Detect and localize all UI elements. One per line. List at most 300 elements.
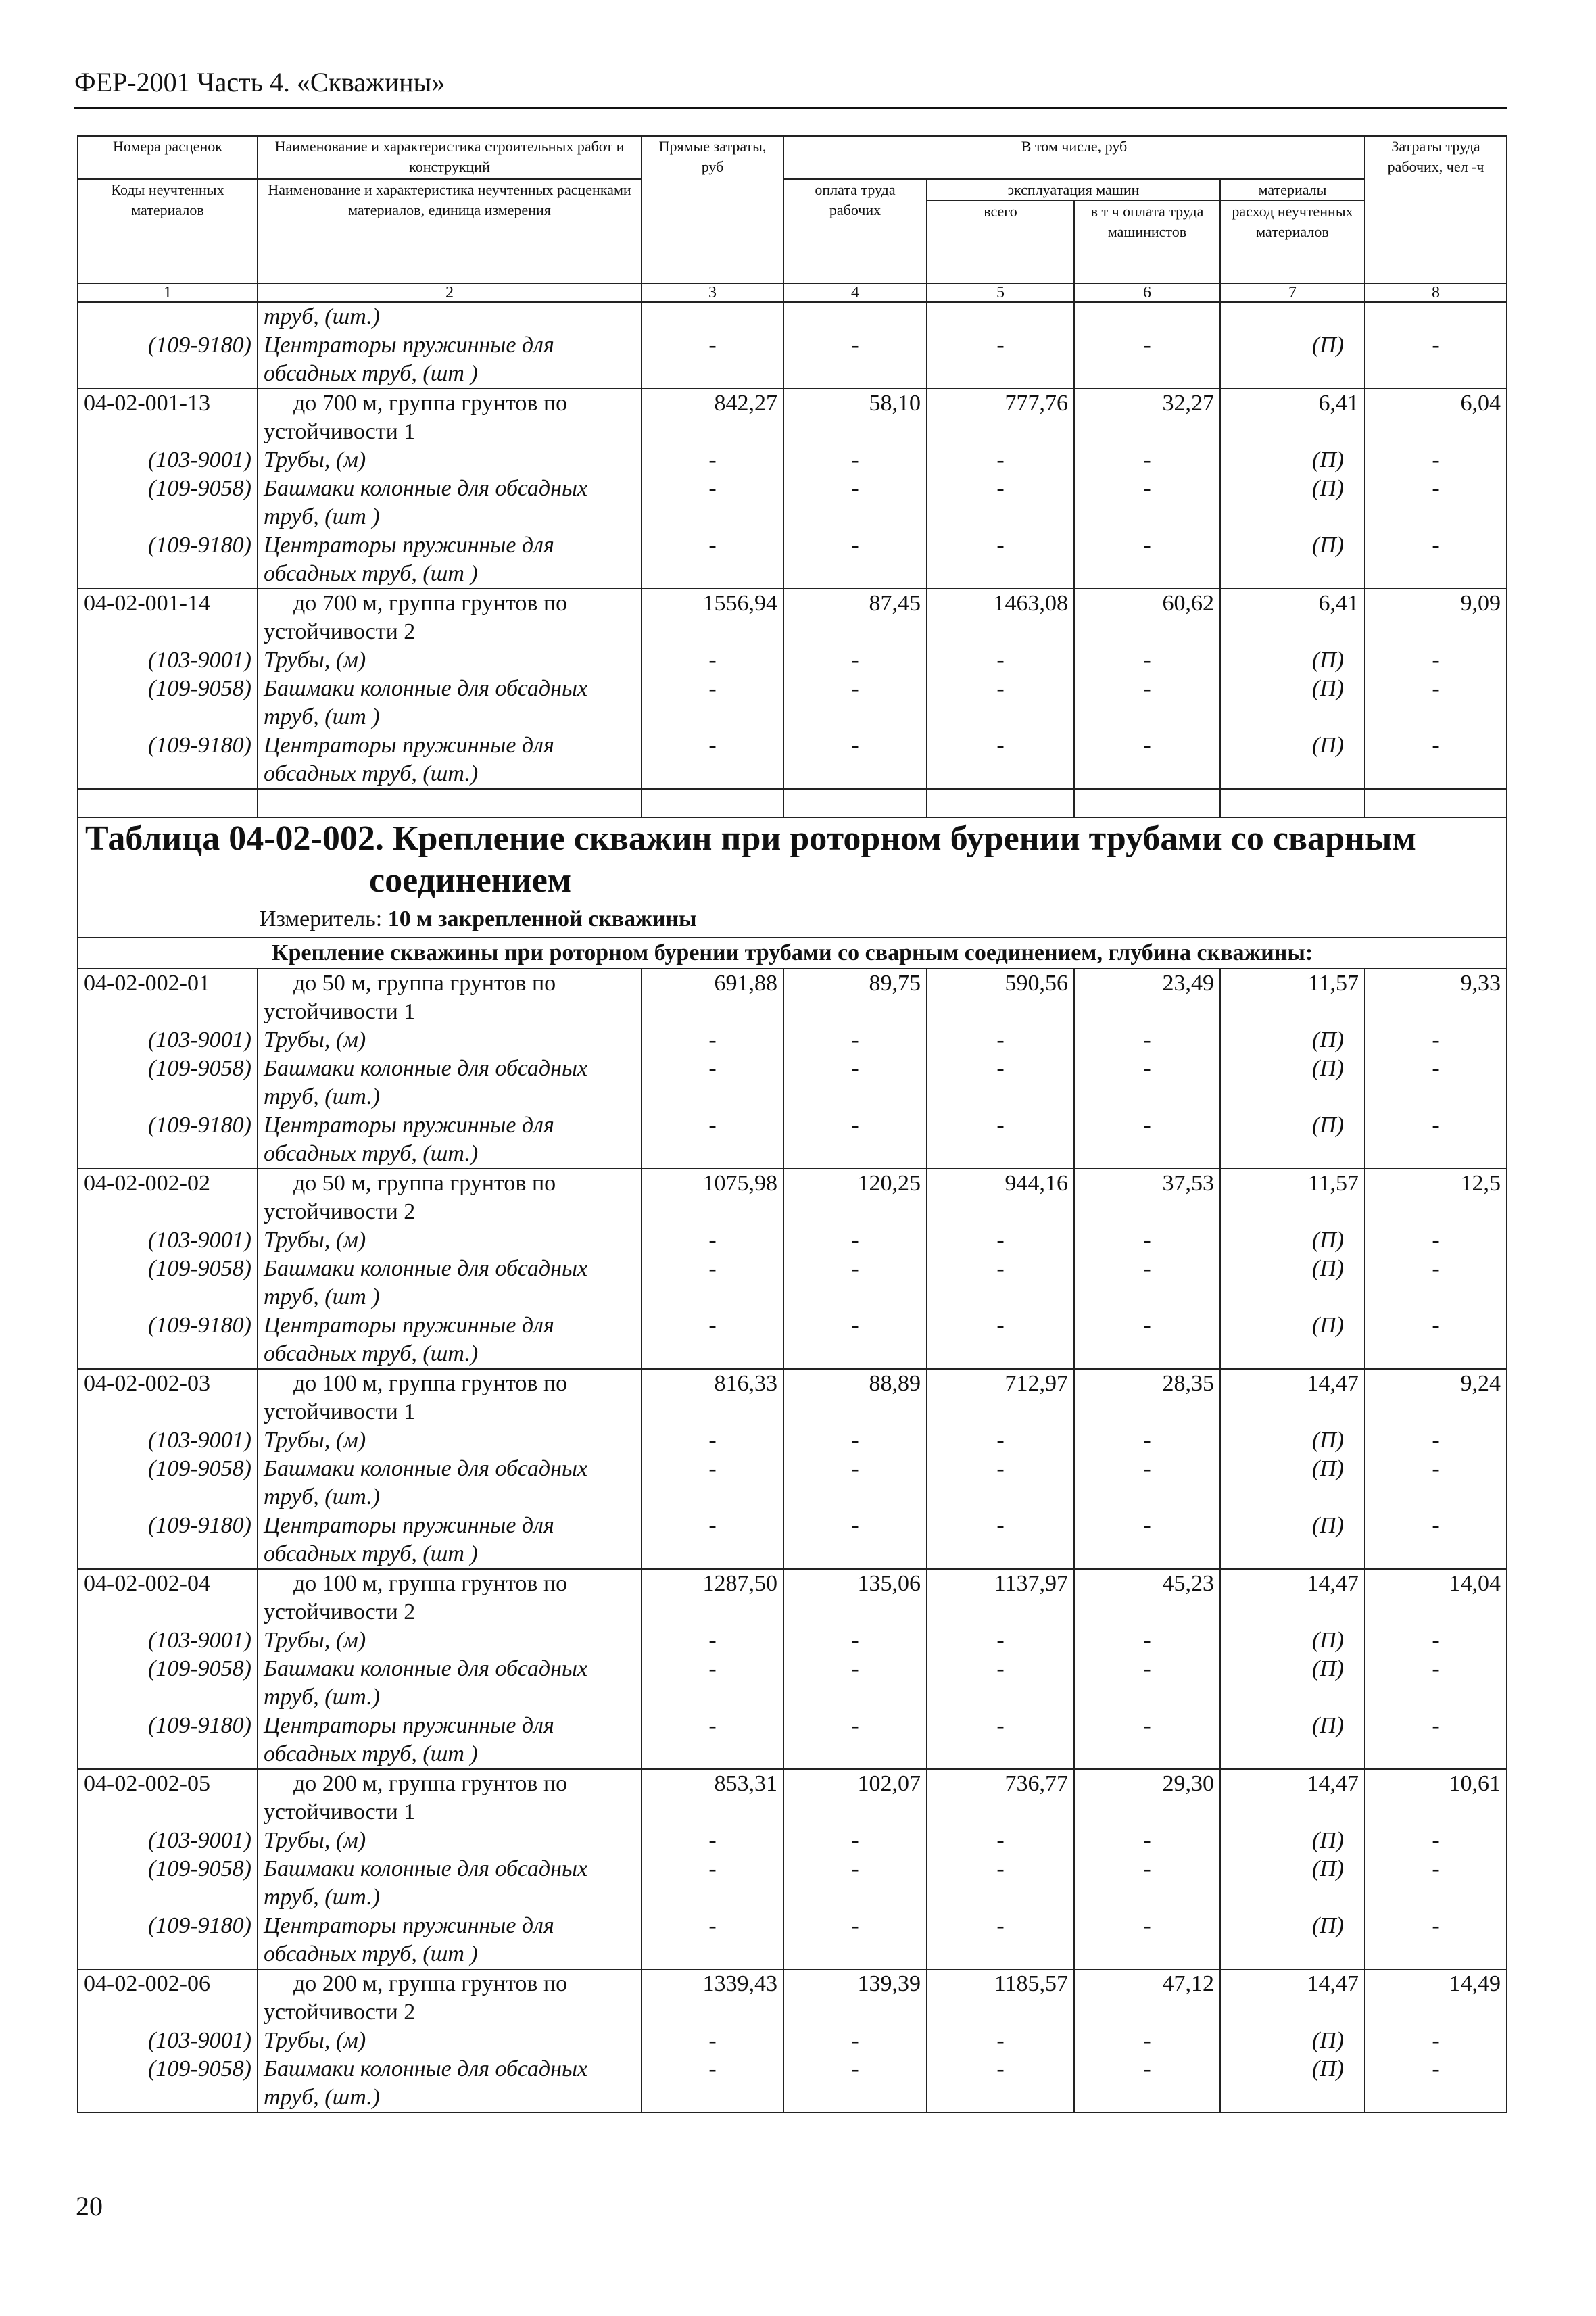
- work-name: устойчивости 1: [258, 418, 642, 446]
- labor-hours: -: [1365, 675, 1507, 703]
- material-code: (103-9001): [78, 1226, 258, 1255]
- direct-costs: [642, 418, 783, 446]
- work-name: до 200 м, группа грунтов по: [258, 1969, 642, 1998]
- direct-costs: [642, 1483, 783, 1512]
- material-usage: [1220, 1998, 1365, 2027]
- work-name: устойчивости 2: [258, 1998, 642, 2027]
- table-row: [78, 646, 1507, 675]
- labor-hours: -: [1365, 1827, 1507, 1855]
- labor-pay: -: [783, 1055, 927, 1083]
- labor-pay: -: [783, 2055, 927, 2083]
- direct-costs: -: [642, 446, 783, 475]
- rate-code: 04-02-001-13: [78, 389, 258, 418]
- col-num: 1: [78, 283, 258, 302]
- table-row: [78, 703, 1507, 731]
- rate-row: [78, 969, 1507, 998]
- labor-pay: [783, 1540, 927, 1569]
- operator-pay: -: [1074, 1426, 1220, 1455]
- machines-total: -: [927, 646, 1074, 675]
- material-name: Центраторы пружинные для: [258, 1111, 642, 1140]
- material-code: [78, 1740, 258, 1769]
- operator-pay: [1074, 1540, 1220, 1569]
- labor-pay: 120,25: [783, 1169, 927, 1198]
- table-row: [78, 1311, 1507, 1340]
- table-row: [78, 1598, 1507, 1626]
- material-code: (103-9001): [78, 1426, 258, 1455]
- material-usage: (П): [1220, 1855, 1365, 1883]
- operator-pay: [1074, 760, 1220, 789]
- labor-hours: -: [1365, 331, 1507, 360]
- material-name: Трубы, (м): [258, 1226, 642, 1255]
- material-code: [78, 1540, 258, 1569]
- operator-pay: [1074, 302, 1220, 331]
- table2-title-line2: соединением: [369, 861, 572, 900]
- labor-pay: [783, 1683, 927, 1712]
- work-name: устойчивости 1: [258, 1398, 642, 1426]
- operator-pay: [1074, 418, 1220, 446]
- labor-pay: -: [783, 1426, 927, 1455]
- labor-hours: 14,04: [1365, 1569, 1507, 1598]
- machines-total: 712,97: [927, 1369, 1074, 1398]
- material-name: труб, (шт.): [258, 302, 642, 331]
- labor-hours: [1365, 998, 1507, 1026]
- material-usage: (П): [1220, 1655, 1365, 1683]
- direct-costs: 1287,50: [642, 1569, 783, 1598]
- machines-total: -: [927, 1426, 1074, 1455]
- material-name: обсадных труб, (шт ): [258, 560, 642, 589]
- material-code: [78, 1798, 258, 1827]
- table-row: [78, 302, 1507, 331]
- material-usage: [1220, 1198, 1365, 1226]
- labor-hours: [1365, 703, 1507, 731]
- labor-pay: -: [783, 1912, 927, 1940]
- material-code: [78, 503, 258, 531]
- direct-costs: [642, 503, 783, 531]
- labor-pay: -: [783, 1712, 927, 1740]
- material-name: Башмаки колонные для обсадных: [258, 1455, 642, 1483]
- machines-total: -: [927, 1455, 1074, 1483]
- labor-pay: -: [783, 1026, 927, 1055]
- labor-pay: [783, 703, 927, 731]
- operator-pay: [1074, 1998, 1220, 2027]
- table-row: [78, 1055, 1507, 1083]
- material-code: [78, 1883, 258, 1912]
- material-name: обсадных труб, (шт ): [258, 1740, 642, 1769]
- material-usage: [1220, 1740, 1365, 1769]
- gap-cell: [78, 789, 258, 817]
- machines-total: 1463,08: [927, 589, 1074, 618]
- machines-total: 944,16: [927, 1169, 1074, 1198]
- material-name: обсадных труб, (шт ): [258, 1540, 642, 1569]
- labor-pay: 135,06: [783, 1569, 927, 1598]
- material-usage: [1220, 998, 1365, 1026]
- material-code: [78, 703, 258, 731]
- col-header-labor-costs: Затраты труда рабочих, чел -ч: [1365, 136, 1507, 283]
- machines-total: [927, 302, 1074, 331]
- table-row: [78, 331, 1507, 360]
- labor-pay: -: [783, 1455, 927, 1483]
- labor-hours: 14,49: [1365, 1969, 1507, 1998]
- rate-row: [78, 389, 1507, 418]
- direct-costs: [642, 1798, 783, 1827]
- table-row: [78, 1198, 1507, 1226]
- table-row: [78, 1540, 1507, 1569]
- operator-pay: [1074, 618, 1220, 646]
- direct-costs: -: [642, 1426, 783, 1455]
- col-header-materials: материалы: [1220, 179, 1365, 201]
- direct-costs: -: [642, 1311, 783, 1340]
- material-usage: [1220, 760, 1365, 789]
- table-row: [78, 618, 1507, 646]
- labor-hours: -: [1365, 1512, 1507, 1540]
- material-usage: (П): [1220, 2055, 1365, 2083]
- material-usage: (П): [1220, 1026, 1365, 1055]
- col-num: 8: [1365, 283, 1507, 302]
- rate-code: 04-02-002-02: [78, 1169, 258, 1198]
- material-code: (109-9180): [78, 1912, 258, 1940]
- material-usage: [1220, 560, 1365, 589]
- table-row: [78, 1912, 1507, 1940]
- machines-total: [927, 503, 1074, 531]
- machines-total: -: [927, 731, 1074, 760]
- operator-pay: -: [1074, 1226, 1220, 1255]
- material-usage: [1220, 1083, 1365, 1111]
- work-name: до 50 м, группа грунтов по: [258, 1169, 642, 1198]
- table-row: [78, 1655, 1507, 1683]
- table-row: [78, 1426, 1507, 1455]
- table2-section-row: [78, 938, 1507, 969]
- direct-costs: [642, 1940, 783, 1969]
- operator-pay: -: [1074, 2055, 1220, 2083]
- direct-costs: 1075,98: [642, 1169, 783, 1198]
- machines-total: [927, 1740, 1074, 1769]
- table2-title-cell: [78, 817, 1507, 938]
- material-name: труб, (шт.): [258, 1883, 642, 1912]
- table-row: [78, 1140, 1507, 1169]
- machines-total: [927, 2083, 1074, 2113]
- table-row: [78, 531, 1507, 560]
- material-usage: (П): [1220, 446, 1365, 475]
- labor-pay: -: [783, 475, 927, 503]
- machines-total: -: [927, 1255, 1074, 1283]
- machines-total: [927, 1340, 1074, 1369]
- machines-total: -: [927, 1111, 1074, 1140]
- operator-pay: -: [1074, 1655, 1220, 1683]
- direct-costs: [642, 2083, 783, 2113]
- labor-pay: -: [783, 1626, 927, 1655]
- labor-pay: -: [783, 1111, 927, 1140]
- direct-costs: -: [642, 1827, 783, 1855]
- header-row-1: [78, 136, 1507, 179]
- direct-costs: -: [642, 331, 783, 360]
- labor-hours: 6,04: [1365, 389, 1507, 418]
- material-name: Центраторы пружинные для: [258, 331, 642, 360]
- material-usage: 11,57: [1220, 1169, 1365, 1198]
- machines-total: -: [927, 331, 1074, 360]
- direct-costs: [642, 360, 783, 389]
- material-usage: (П): [1220, 1712, 1365, 1740]
- operator-pay: -: [1074, 731, 1220, 760]
- labor-hours: [1365, 1998, 1507, 2027]
- material-usage: (П): [1220, 731, 1365, 760]
- material-usage: 14,47: [1220, 1969, 1365, 1998]
- gap-cell: [783, 789, 927, 817]
- table-row: [78, 1940, 1507, 1969]
- operator-pay: [1074, 1940, 1220, 1969]
- table-row: [78, 1283, 1507, 1311]
- direct-costs: -: [642, 646, 783, 675]
- material-usage: [1220, 1340, 1365, 1369]
- labor-pay: -: [783, 731, 927, 760]
- labor-hours: -: [1365, 1912, 1507, 1940]
- material-code: (103-9001): [78, 1827, 258, 1855]
- operator-pay: 45,23: [1074, 1569, 1220, 1598]
- machines-total: -: [927, 531, 1074, 560]
- material-name: Башмаки колонные для обсадных: [258, 675, 642, 703]
- labor-hours: -: [1365, 1626, 1507, 1655]
- labor-hours: -: [1365, 1855, 1507, 1883]
- labor-pay: -: [783, 1655, 927, 1683]
- material-name: Башмаки колонные для обсадных: [258, 475, 642, 503]
- header-rule: [74, 107, 1507, 109]
- operator-pay: -: [1074, 1912, 1220, 1940]
- table2-title-row: [78, 817, 1507, 938]
- material-usage: [1220, 418, 1365, 446]
- labor-hours: [1365, 560, 1507, 589]
- material-name: Центраторы пружинные для: [258, 1912, 642, 1940]
- direct-costs: [642, 560, 783, 589]
- rate-code: 04-02-002-01: [78, 969, 258, 998]
- rate-code: 04-02-002-03: [78, 1369, 258, 1398]
- labor-hours: -: [1365, 2055, 1507, 2083]
- operator-pay: -: [1074, 531, 1220, 560]
- labor-hours: 9,09: [1365, 589, 1507, 618]
- direct-costs: -: [642, 1626, 783, 1655]
- section-title: Крепление скважины при роторном бурении трубами со сварным соединением, глубина скважины:: [78, 938, 1507, 969]
- operator-pay: -: [1074, 675, 1220, 703]
- material-code: [78, 1598, 258, 1626]
- labor-hours: -: [1365, 1712, 1507, 1740]
- material-code: [78, 360, 258, 389]
- direct-costs: -: [642, 1855, 783, 1883]
- material-code: (109-9180): [78, 1311, 258, 1340]
- material-name: труб, (шт ): [258, 503, 642, 531]
- material-usage: [1220, 1883, 1365, 1912]
- labor-pay: -: [783, 2027, 927, 2055]
- machines-total: -: [927, 1912, 1074, 1940]
- labor-pay: -: [783, 1311, 927, 1340]
- col-header-operator-pay: в т ч оплата труда машинистов: [1074, 201, 1220, 283]
- table-row: [78, 475, 1507, 503]
- table-row: [78, 1083, 1507, 1111]
- col-header-rate-numbers: Номера расценок: [78, 136, 258, 179]
- material-usage: [1220, 1598, 1365, 1626]
- labor-hours: -: [1365, 1455, 1507, 1483]
- machines-total: [927, 1283, 1074, 1311]
- table-row: [78, 1998, 1507, 2027]
- material-code: [78, 1198, 258, 1226]
- work-name: устойчивости 1: [258, 998, 642, 1026]
- material-name: обсадных труб, (шт.): [258, 1340, 642, 1369]
- direct-costs: [642, 1998, 783, 2027]
- material-usage: [1220, 360, 1365, 389]
- table-row: [78, 2055, 1507, 2083]
- direct-costs: -: [642, 2027, 783, 2055]
- operator-pay: [1074, 1483, 1220, 1512]
- labor-hours: [1365, 1283, 1507, 1311]
- material-code: (109-9058): [78, 1855, 258, 1883]
- labor-pay: [783, 1140, 927, 1169]
- material-usage: (П): [1220, 331, 1365, 360]
- direct-costs: -: [642, 731, 783, 760]
- col-header-material-name: Наименование и характеристика неучтенных расценками материалов, единица измерения: [258, 179, 642, 283]
- direct-costs: 691,88: [642, 969, 783, 998]
- labor-pay: -: [783, 446, 927, 475]
- rate-row: [78, 1769, 1507, 1798]
- material-name: Башмаки колонные для обсадных: [258, 1055, 642, 1083]
- labor-hours: -: [1365, 1426, 1507, 1455]
- material-code: [78, 618, 258, 646]
- direct-costs: [642, 1683, 783, 1712]
- material-usage: (П): [1220, 1426, 1365, 1455]
- operator-pay: 60,62: [1074, 589, 1220, 618]
- machines-total: -: [927, 446, 1074, 475]
- material-code: [78, 1140, 258, 1169]
- table-row: [78, 2083, 1507, 2113]
- machines-total: 777,76: [927, 389, 1074, 418]
- work-name: до 100 м, группа грунтов по: [258, 1569, 642, 1598]
- labor-pay: [783, 998, 927, 1026]
- operator-pay: [1074, 1598, 1220, 1626]
- labor-hours: [1365, 1340, 1507, 1369]
- material-code: [78, 302, 258, 331]
- direct-costs: -: [642, 1111, 783, 1140]
- work-name: до 200 м, группа грунтов по: [258, 1769, 642, 1798]
- labor-pay: 89,75: [783, 969, 927, 998]
- material-usage: [1220, 1398, 1365, 1426]
- table-row: [78, 760, 1507, 789]
- labor-hours: [1365, 1883, 1507, 1912]
- material-name: Трубы, (м): [258, 1827, 642, 1855]
- col-header-machines-total: всего: [927, 201, 1074, 283]
- work-name: до 100 м, группа грунтов по: [258, 1369, 642, 1398]
- direct-costs: -: [642, 2055, 783, 2083]
- material-usage: (П): [1220, 1055, 1365, 1083]
- table-row: [78, 446, 1507, 475]
- direct-costs: [642, 1740, 783, 1769]
- table-row: [78, 1683, 1507, 1712]
- operator-pay: [1074, 1740, 1220, 1769]
- material-usage: 6,41: [1220, 589, 1365, 618]
- machines-total: [927, 1540, 1074, 1569]
- material-name: Центраторы пружинные для: [258, 531, 642, 560]
- work-name: устойчивости 2: [258, 1598, 642, 1626]
- operator-pay: -: [1074, 446, 1220, 475]
- table-row: [78, 1255, 1507, 1283]
- table-body-part2: [78, 969, 1507, 2113]
- machines-total: -: [927, 1311, 1074, 1340]
- rates-table: [77, 135, 1507, 2113]
- labor-hours: [1365, 1598, 1507, 1626]
- labor-hours: [1365, 1540, 1507, 1569]
- direct-costs: 853,31: [642, 1769, 783, 1798]
- machines-total: 1137,97: [927, 1569, 1074, 1598]
- operator-pay: -: [1074, 1827, 1220, 1855]
- material-name: Башмаки колонные для обсадных: [258, 1255, 642, 1283]
- labor-pay: [783, 618, 927, 646]
- material-name: Центраторы пружинные для: [258, 1311, 642, 1340]
- col-num: 5: [927, 283, 1074, 302]
- labor-hours: [1365, 1198, 1507, 1226]
- direct-costs: [642, 998, 783, 1026]
- work-name: устойчивости 2: [258, 1198, 642, 1226]
- material-usage: (П): [1220, 1311, 1365, 1340]
- labor-hours: [1365, 1483, 1507, 1512]
- machines-total: -: [927, 1055, 1074, 1083]
- operator-pay: -: [1074, 475, 1220, 503]
- labor-hours: -: [1365, 1055, 1507, 1083]
- operator-pay: -: [1074, 1026, 1220, 1055]
- operator-pay: [1074, 1683, 1220, 1712]
- labor-pay: -: [783, 1855, 927, 1883]
- measure-label: Измеритель:: [260, 907, 383, 932]
- material-code: [78, 1483, 258, 1512]
- operator-pay: -: [1074, 1626, 1220, 1655]
- labor-hours: [1365, 1083, 1507, 1111]
- labor-pay: [783, 1483, 927, 1512]
- material-usage: (П): [1220, 475, 1365, 503]
- material-code: (103-9001): [78, 646, 258, 675]
- material-usage: (П): [1220, 1255, 1365, 1283]
- material-name: Башмаки колонные для обсадных: [258, 1655, 642, 1683]
- material-usage: [1220, 1140, 1365, 1169]
- table-row: [78, 1827, 1507, 1855]
- material-code: (109-9058): [78, 1055, 258, 1083]
- labor-hours: [1365, 1940, 1507, 1969]
- material-name: Башмаки колонные для обсадных: [258, 2055, 642, 2083]
- labor-hours: -: [1365, 2027, 1507, 2055]
- machines-total: -: [927, 1655, 1074, 1683]
- work-name: устойчивости 2: [258, 618, 642, 646]
- material-name: обсадных труб, (шт ): [258, 1940, 642, 1969]
- col-num: 7: [1220, 283, 1365, 302]
- col-header-material-usage: расход неучтенных материалов: [1220, 201, 1365, 283]
- labor-hours: -: [1365, 1226, 1507, 1255]
- operator-pay: 32,27: [1074, 389, 1220, 418]
- table-row: [78, 1111, 1507, 1140]
- table-row: [78, 418, 1507, 446]
- labor-hours: [1365, 418, 1507, 446]
- material-code: (109-9180): [78, 1111, 258, 1140]
- labor-hours: -: [1365, 1311, 1507, 1340]
- operator-pay: -: [1074, 1111, 1220, 1140]
- material-code: (109-9058): [78, 1255, 258, 1283]
- operator-pay: -: [1074, 646, 1220, 675]
- operator-pay: [1074, 1340, 1220, 1369]
- direct-costs: [642, 302, 783, 331]
- machines-total: [927, 1683, 1074, 1712]
- material-name: Трубы, (м): [258, 2027, 642, 2055]
- gap-cell: [927, 789, 1074, 817]
- column-number-row: [78, 283, 1507, 302]
- operator-pay: -: [1074, 2027, 1220, 2055]
- labor-hours: [1365, 302, 1507, 331]
- material-usage: [1220, 703, 1365, 731]
- labor-hours: -: [1365, 1026, 1507, 1055]
- work-name: до 700 м, группа грунтов по: [258, 589, 642, 618]
- machines-total: [927, 703, 1074, 731]
- material-code: (109-9180): [78, 1512, 258, 1540]
